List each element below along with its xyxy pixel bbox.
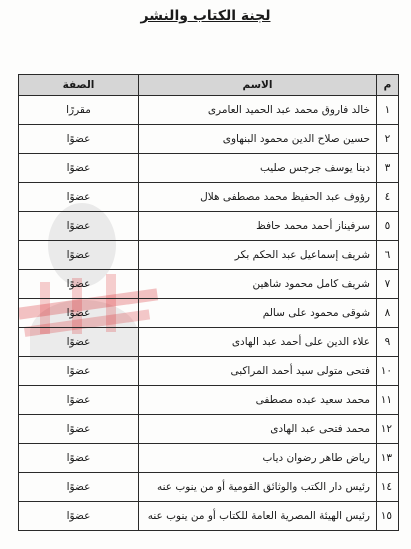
row-name: رئيس دار الكتب والوثائق القومية أو من ينوب عنه (139, 473, 377, 502)
row-name: فتحى متولى سيد أحمد المراكبى (139, 357, 377, 386)
row-number: ٢ (377, 125, 399, 154)
row-name: علاء الدين على أحمد عبد الهادى (139, 328, 377, 357)
table-row (19, 444, 399, 473)
row-number: ١٠ (377, 357, 399, 386)
row-number: ١٢ (377, 415, 399, 444)
table-row (19, 415, 399, 444)
row-number: ٩ (377, 328, 399, 357)
row-role: عضوًا (19, 357, 139, 386)
row-name: محمد فتحى عبد الهادى (139, 415, 377, 444)
row-role: عضوًا (19, 212, 139, 241)
row-number: ٥ (377, 212, 399, 241)
table-row (19, 96, 399, 125)
row-name: شريف إسماعيل عبد الحكم بكر (139, 241, 377, 270)
table-row (19, 125, 399, 154)
row-role: عضوًا (19, 154, 139, 183)
row-name: رئيس الهيئة المصرية العامة للكتاب أو من ينوب عنه (139, 502, 377, 531)
row-role: عضوًا (19, 502, 139, 531)
row-number: ٤ (377, 183, 399, 212)
header-name: الاسم (139, 75, 377, 96)
row-number: ٦ (377, 241, 399, 270)
row-number: ١٥ (377, 502, 399, 531)
row-number: ٣ (377, 154, 399, 183)
table-row (19, 212, 399, 241)
row-role: عضوًا (19, 473, 139, 502)
row-number: ٨ (377, 299, 399, 328)
row-name: سرفيناز أحمد محمد حافظ (139, 212, 377, 241)
row-name: حسين صلاح الدين محمود البنهاوى (139, 125, 377, 154)
table-row (19, 299, 399, 328)
row-name: خالد فاروق محمد عبد الحميد العامرى (139, 96, 377, 125)
row-name: رؤوف عبد الحفيظ محمد مصطفى هلال (139, 183, 377, 212)
table-row (19, 241, 399, 270)
members-table (18, 74, 399, 531)
row-number: ١٤ (377, 473, 399, 502)
header-role: الصفة (19, 75, 139, 96)
row-name: رياض طاهر رضوان دياب (139, 444, 377, 473)
table-row (19, 502, 399, 531)
row-number: ١٣ (377, 444, 399, 473)
row-role: عضوًا (19, 386, 139, 415)
row-name: شريف كامل محمود شاهين (139, 270, 377, 299)
row-role: عضوًا (19, 415, 139, 444)
row-number: ١١ (377, 386, 399, 415)
row-role: مقررًا (19, 96, 139, 125)
row-role: عضوًا (19, 125, 139, 154)
table-row (19, 328, 399, 357)
row-number: ٧ (377, 270, 399, 299)
row-role: عضوًا (19, 328, 139, 357)
table-row (19, 270, 399, 299)
table-row (19, 154, 399, 183)
table-row (19, 473, 399, 502)
row-role: عضوًا (19, 270, 139, 299)
table-row (19, 183, 399, 212)
row-number: ١ (377, 96, 399, 125)
row-role: عضوًا (19, 183, 139, 212)
table-row (19, 357, 399, 386)
row-name: شوقى محمود على سالم (139, 299, 377, 328)
row-role: عضوًا (19, 444, 139, 473)
row-name: محمد سعيد عبده مصطفى (139, 386, 377, 415)
table-row (19, 386, 399, 415)
row-role: عضوًا (19, 241, 139, 270)
row-name: دينا يوسف جرجس صليب (139, 154, 377, 183)
header-number: م (377, 75, 399, 96)
row-role: عضوًا (19, 299, 139, 328)
document-title: لجنة الكتاب والنشر (140, 8, 271, 24)
table-header-row (19, 75, 399, 96)
